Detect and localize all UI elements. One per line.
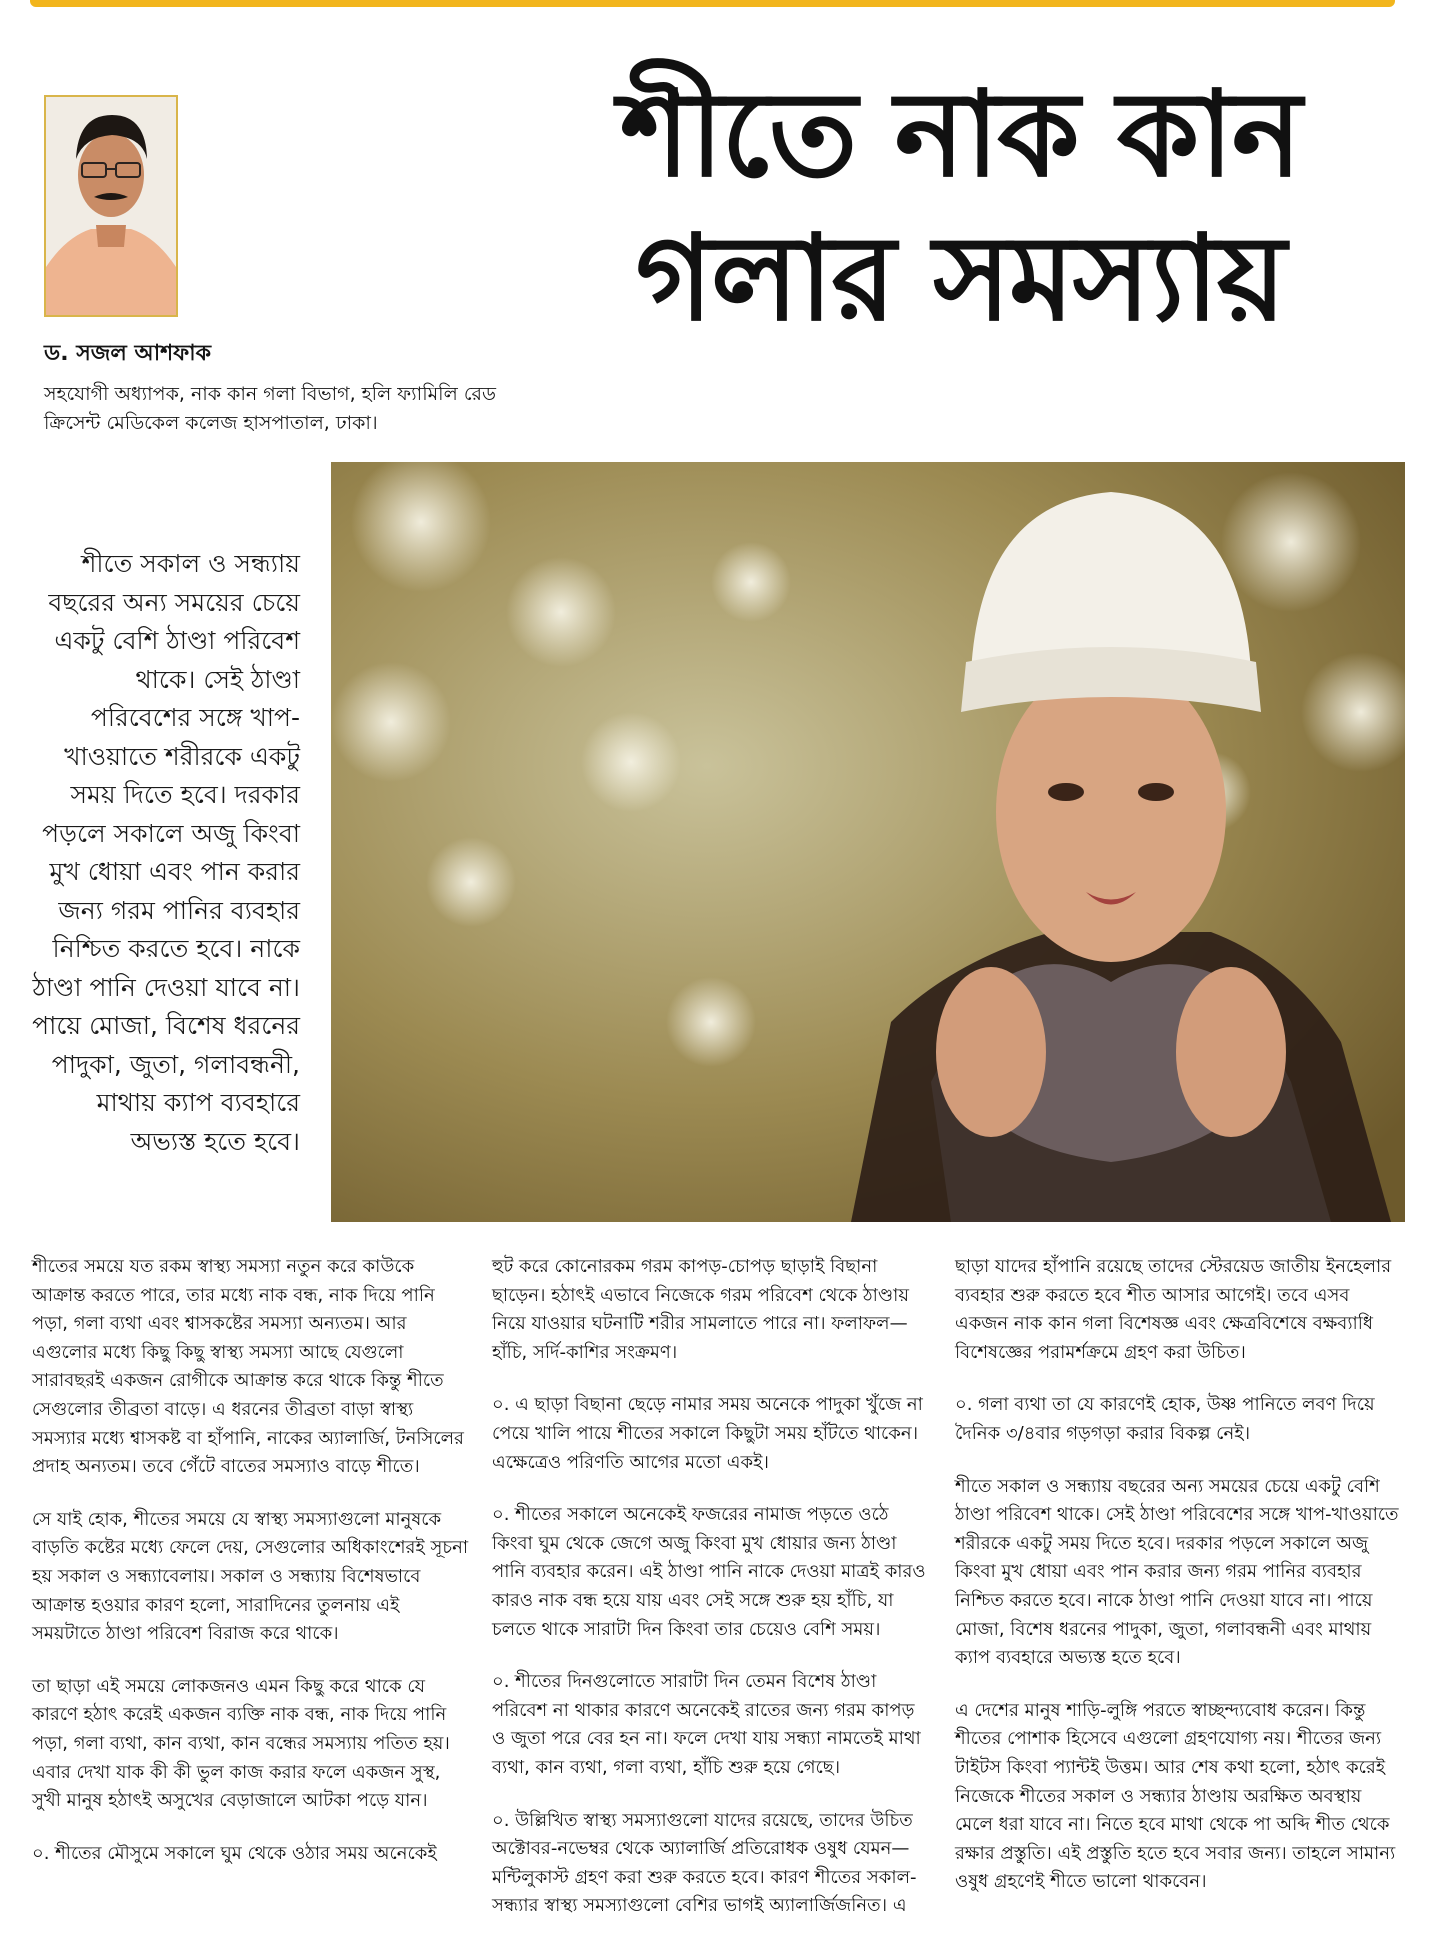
article-column-3 xyxy=(955,1253,1400,1921)
article-paragraph: ছাড়া যাদের হাঁপানি রয়েছে তাদের স্টেরয়েড জাতীয় ইনহেলার ব্যবহার শুরু করতে হবে শীত আসার আগেই। তবে এসব একজন নাক কান গলা বিশেষজ্ঞ এবং ক্ষেত্রবিশেষে বক্ষব্যাধি বিশেষজ্ঞের পরামর্শক্রমে গ্রহণ করা উচিত। xyxy=(955,1256,1392,1363)
author-designation-line-1: সহযোগী অধ্যাপক, নাক কান গলা বিভাগ, হলি ফ্যামিলি রেড xyxy=(44,383,496,405)
article-paragraph: সে যাই হোক, শীতের সময়ে যে স্বাস্থ্য সমস্যাগুলো মানুষকে বাড়তি কষ্টের মধ্যে ফেলে দেয়, সেগুলোর অধিকাংশেরই সূচনা হয় সকাল ও সন্ধ্যাবেলায়। সকাল ও সন্ধ্যায় বিশেষভাবে আক্রান্ত হওয়ার কারণ হলো, সারাদিনের তুলনায় এই সময়টাতে ঠাণ্ডা পরিবেশ বিরাজ করে থাকে। xyxy=(32,1508,469,1645)
article-paragraph: ০. শীতের মৌসুমে সকালে ঘুম থেকে ওঠার সময় অনেকেই xyxy=(32,1842,437,1864)
article-paragraph: ০. উল্লিখিত স্বাস্থ্য সমস্যাগুলো যাদের রয়েছে, তাদের উচিত অক্টোবর-নভেম্বর থেকে অ্যালার্জি প্রতিরোধক ওষুধ যেমন— মন্টিলুকাস্ট গ্রহণ করা শুরু করতে হবে। কারণ শীতের সকাল-সন্ধ্যার স্বাস্থ্য সমস্যাগুলো বেশির ভাগই অ্যালার্জিজনিত। এ xyxy=(492,1809,917,1917)
article-paragraph: শীতের সময়ে যত রকম স্বাস্থ্য সমস্যা নতুন করে কাউকে আক্রান্ত করতে পারে, তার মধ্যে নাক বন্ধ, নাক দিয়ে পানি পড়া, গলা ব্যথা এবং শ্বাসকষ্টের সমস্যা অন্যতম। আর এগুলোর মধ্যে কিছু কিছু স্বাস্থ্য সমস্যা আছে যেগুলো সারাবছরই একজন রোগীকে আক্রান্ত করে থাকে কিন্তু শীতে সেগুলোর তীব্রতা বাড়ে। এ ধরনের তীব্রতা বাড়া স্বাস্থ্য সমস্যার মধ্যে শ্বাসকষ্ট বা হাঁপানি, নাকের অ্যালার্জি, টনসিলের প্রদাহ অন্যতম। তবে গেঁটে বাতের সমস্যাও বাড়ে শীতে। xyxy=(32,1256,464,1478)
article-paragraph: ০. শীতের সকালে অনেকেই ফজরের নামাজ পড়তে ওঠে কিংবা ঘুম থেকে জেগে অজু কিংবা মুখ ধোয়ার জন্য ঠাণ্ডা পানি ব্যবহার করেন। এই ঠাণ্ডা পানি নাকে দেওয়া মাত্রই কারও কারও নাক বন্ধ হয়ে যায় এবং সেই সঙ্গে শুরু হয় হাঁচি, যা চলতে থাকে সারাটা দিন কিংবা তার চেয়েও বেশি সময়। xyxy=(492,1504,926,1640)
hero-photo xyxy=(331,462,1405,1222)
article-paragraph: তা ছাড়া এই সময়ে লোকজনও এমন কিছু করে থাকে যে কারণে হঠাৎ করেই একজন ব্যক্তি নাক বন্ধ, নাক দিয়ে পানি পড়া, গলা ব্যথা, কান ব্যথা, কান বন্ধের সমস্যায় পতিত হয়। এবার দেখা যাক কী কী ভুল কাজ করার ফলে একজন সুস্থ, সুখী মানুষ হঠাৎই অসুখের বেড়াজালে আটকা পড়ে যান। xyxy=(32,1675,450,1812)
top-accent-rule xyxy=(30,0,1395,7)
author-name: ড. সজল আশফাক xyxy=(44,341,212,366)
pull-quote: শীতে সকাল ও সন্ধ্যায় বছরের অন্য সময়ের চেয়ে একটু বেশি ঠাণ্ডা পরিবেশ থাকে। সেই ঠাণ্ডা পরিবেশের সঙ্গে খাপ-খাওয়াতে শরীরকে একটু সময় দিতে হবে। দরকার পড়লে সকালে অজু কিংবা মুখ ধোয়া এবং পান করার জন্য গরম পানির ব্যবহার নিশ্চিত করতে হবে। নাকে ঠাণ্ডা পানি দেওয়া যাবে না। পায়ে মোজা, বিশেষ ধরনের পাদুকা, জুতা, গলাবন্ধনী, মাথায় ক্যাপ ব্যবহারে অভ্যস্ত হতে হবে। xyxy=(32,549,300,1156)
author-designation xyxy=(44,380,514,438)
hero-photo-illustration xyxy=(331,462,1405,1222)
article-column-1 xyxy=(32,1253,472,1892)
article-paragraph: এ দেশের মানুষ শাড়ি-লুঙ্গি পরতে স্বাচ্ছন্দ্যবোধ করেন। কিন্তু শীতের পোশাক হিসেবে এগুলো গ্রহণযোগ্য নয়। শীতের জন্য টাইটস কিংবা প্যান্টই উত্তম। আর শেষ কথা হলো, হঠাৎ করেই নিজেকে শীতের সকাল ও সন্ধ্যার ঠাণ্ডায় অরক্ষিত অবস্থায় মেলে ধরা যাবে না। নিতে হবে মাথা থেকে পা অব্দি শীত থেকে রক্ষার প্রস্তুতি। এই প্রস্তুতি হতে হবে সবার জন্য। তাহলে সামান্য ওষুধ গ্রহণেই শীতে ভালো থাকবেন। xyxy=(955,1699,1396,1893)
article-paragraph: ০. শীতের দিনগুলোতে সারাটা দিন তেমন বিশেষ ঠাণ্ডা পরিবেশ না থাকার কারণে অনেকেই রাতের জন্য গরম কাপড় ও জুতা পরে বের হন না। ফলে দেখা যায় সন্ধ্যা নামতেই মাথা ব্যথা, কান ব্যথা, গলা ব্যথা, হাঁচি শুরু হয়ে গেছে। xyxy=(492,1671,921,1778)
author-portrait-illustration xyxy=(46,97,176,315)
article-paragraph: ০. এ ছাড়া বিছানা ছেড়ে নামার সময় অনেকে পাদুকা খুঁজে না পেয়ে খালি পায়ে শীতের সকালে কিছুটা সময় হাঁটতে থাকেন। এক্ষেত্রেও পরিণতি আগের মতো একই। xyxy=(492,1394,923,1473)
headline-line-2: গলার সমস্যায় xyxy=(635,209,1285,347)
author-designation-line-2: ক্রিসেন্ট মেডিকেল কলেজ হাসপাতাল, ঢাকা। xyxy=(44,412,378,434)
article-headline xyxy=(560,62,1360,350)
article-paragraph: শীতে সকাল ও সন্ধ্যায় বছরের অন্য সময়ের চেয়ে একটু বেশি ঠাণ্ডা পরিবেশ থাকে। সেই ঠাণ্ডা পরিবেশের সঙ্গে খাপ-খাওয়াতে শরীরকে একটু সময় দিতে হবে। দরকার পড়লে সকালে অজু কিংবা মুখ ধোয়া এবং পান করার জন্য গরম পানির ব্যবহার নিশ্চিত করতে হবে। নাকে ঠাণ্ডা পানি দেওয়া যাবে না। পায়ে মোজা, বিশেষ ধরনের পাদুকা, জুতা, গলাবন্ধনী এবং মাথায় ক্যাপ ব্যবহারে অভ্যস্ত হতে হবে। xyxy=(955,1475,1399,1669)
author-photo xyxy=(44,95,178,317)
article-paragraph: হুট করে কোনোরকম গরম কাপড়-চোপড় ছাড়াই বিছানা ছাড়েন। হঠাৎই এভাবে নিজেকে গরম পরিবেশ থেকে ঠাণ্ডায় নিয়ে যাওয়ার ঘটনাটি শরীর সামলাতে পারে না। ফলাফল— হাঁচি, সর্দি-কাশির সংক্রমণ। xyxy=(492,1256,909,1363)
article-column-2 xyxy=(492,1253,932,1945)
article-paragraph: ০. গলা ব্যথা তা যে কারণেই হোক, উষ্ণ পানিতে লবণ দিয়ে দৈনিক ৩/৪বার গড়গড়া করার বিকল্প নেই। xyxy=(955,1394,1375,1444)
headline-line-1: শীতে নাক কান xyxy=(619,65,1301,203)
